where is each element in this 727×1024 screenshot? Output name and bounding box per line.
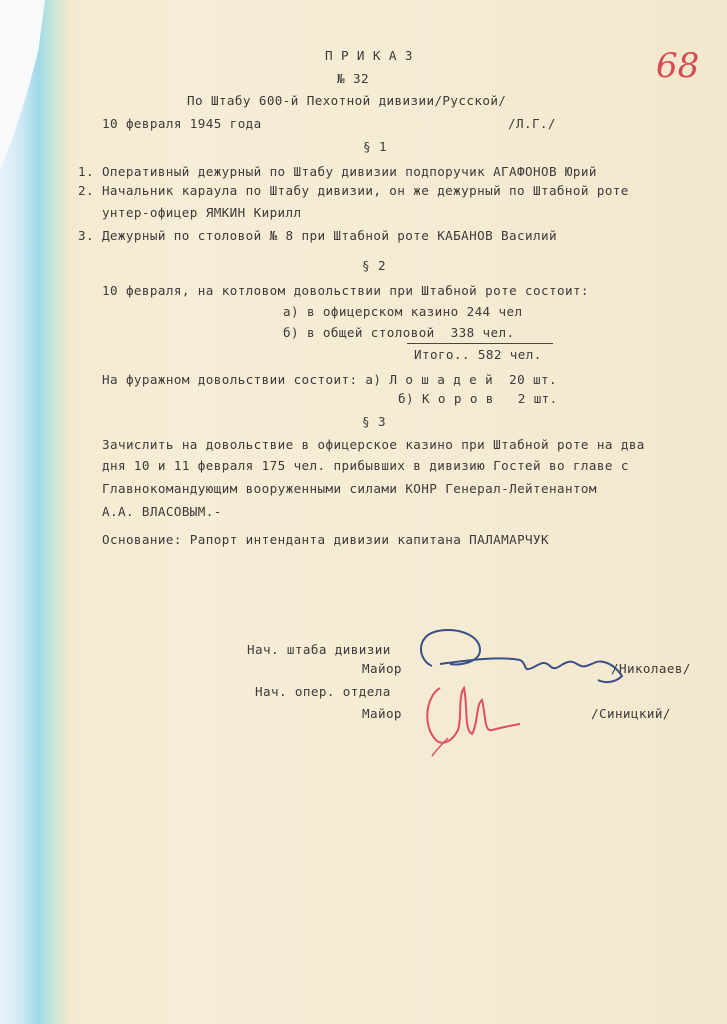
chief-title: Нач. штаба дивизии — [247, 642, 391, 657]
section1-item: 2. Начальник караула по Штабу дивизии, он же дежурный по Штабной роте — [78, 183, 629, 198]
ops-rank: Майор — [362, 706, 402, 721]
section2-intro: 10 февраля, на котловом довольствии при Штабной роте состоит: — [102, 283, 589, 298]
section3-heading: § 3 — [362, 414, 386, 429]
section2-heading: § 2 — [362, 258, 386, 273]
ops-title: Нач. опер. отдела — [255, 684, 391, 699]
scan-edge — [0, 0, 70, 1024]
section3-line: дня 10 и 11 февраля 175 чел. прибывших в дивизию Гостей во главе с — [102, 458, 629, 473]
order-header: По Штабу 600-й Пехотной дивизии/Русской/ — [187, 93, 507, 108]
section1-heading: § 1 — [363, 139, 387, 154]
ops-signature — [418, 668, 528, 758]
order-date: 10 февраля 1945 года — [102, 116, 262, 131]
ops-name: /Синицкий/ — [591, 706, 671, 721]
chief-rank: Майор — [362, 661, 402, 676]
document-title: П Р И К А З — [325, 48, 413, 63]
basis-line: Основание: Рапорт интенданта дивизии капитана ПАЛАМАРЧУК — [102, 532, 549, 547]
page-number: 68 — [656, 46, 700, 86]
allowance-total: Итого.. 582 чел. — [414, 347, 542, 362]
section1-item: унтер-офицер ЯМКИН Кирилл — [78, 205, 302, 220]
section3-line: Зачислить на довольствие в офицерское казино при Штабной роте на два — [102, 437, 645, 452]
forage-horses: На фуражном довольствии состоит: а) Л о ш а д е й 20 шт. — [102, 372, 557, 387]
section3-line: А.А. ВЛАСОВЫМ.- — [102, 504, 222, 519]
allowance-officers: а) в офицерском казино 244 чел — [283, 304, 523, 319]
section1-item: 3. Дежурный по столовой № 8 при Штабной роте КАБАНОВ Василий — [78, 228, 557, 243]
section3-line: Главнокомандующим вооруженными силами КОНР Генерал-Лейтенантом — [102, 481, 597, 496]
section1-item: 1. Оперативный дежурный по Штабу дивизии подпоручик АГАФОНОВ Юрий — [78, 164, 597, 179]
chief-name: /Николаев/ — [611, 661, 691, 676]
order-number: № 32 — [337, 71, 369, 86]
allowance-general: б) в общей столовой 338 чел. — [283, 325, 515, 340]
forage-cows: б) К о р о в 2 шт. — [398, 391, 558, 406]
total-underline — [407, 343, 553, 344]
order-location: /Л.Г./ — [508, 116, 556, 131]
